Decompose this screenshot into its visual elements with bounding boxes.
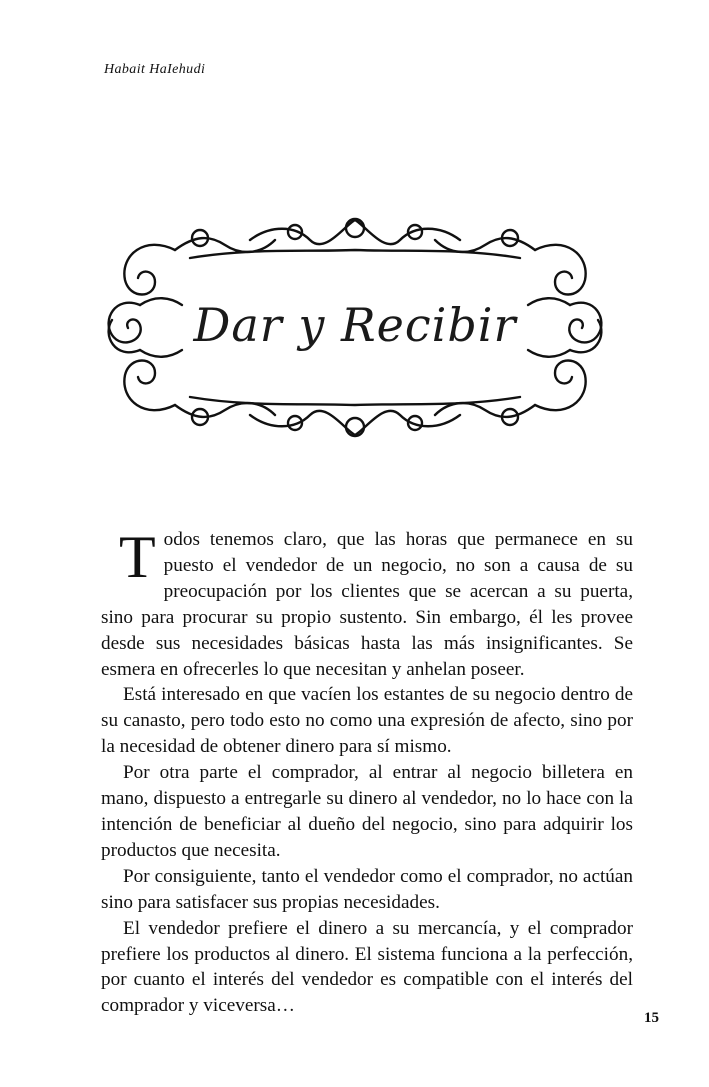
chapter-title: Dar y Recibir <box>193 298 517 352</box>
paragraph-1: Todos tenemos claro, que las horas que permanece en su puesto el vendedor de un negocio, no son a causa de su preocupación por los clientes que se acercan a su puerta, sino para procurar su propio sustento. Sin embargo, él les provee desde sus necesidades básicas hasta las más insignificantes. Se esmera en ofrecerles lo que necesitan y anhelan poseer. <box>101 524 633 680</box>
bottom-border-ornament <box>175 397 535 436</box>
paragraph-5: El vendedor prefiere el dinero a su mercancía, y el comprador prefiere los productos al dinero. El sistema funciona a la perfección, por cuanto el interés del vendedor es compatible con el interés del comprador y viceversa… <box>101 917 633 1017</box>
paragraph-2: Está interesado en que vacíen los estantes de su negocio dentro de su canasto, pero todo esto no como una expresión de afecto, sino por la necesidad de obtener dinero para sí mismo. <box>101 684 633 758</box>
paragraph-3: Por otra parte el comprador, al entrar al negocio billetera en mano, dispuesto a entregarle su dinero al vendedor, no lo hace con la intención de beneficiar al dueño del negocio, sino para adquirir los productos que necesita. <box>101 762 633 861</box>
drop-cap: T <box>119 524 156 590</box>
paragraph-4: Por consiguiente, tanto el vendedor como el comprador, no actúan sino para satisfacer sus propias necesidades. <box>101 865 633 913</box>
page-number: 15 <box>644 1010 659 1026</box>
top-border-ornament <box>175 219 535 258</box>
running-head: Habait HaIehudi <box>104 62 206 77</box>
body-text <box>101 524 633 1019</box>
